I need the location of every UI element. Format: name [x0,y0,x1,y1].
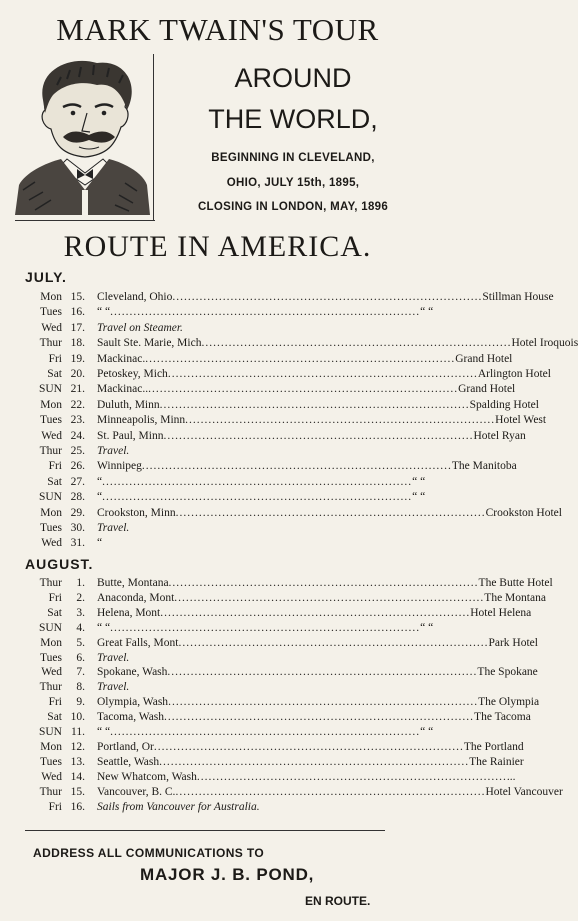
hotel: Grand Hotel [455,352,513,365]
dot-leader: ................................................................................ [168,696,479,709]
hotel: “ “ [420,306,434,319]
dot-leader: ................................................................................ [172,291,483,303]
weekday: Tues [40,414,62,427]
weekday: Sat [47,368,62,380]
hotel: The Olympia [478,696,540,709]
weekday: Sat [47,475,62,488]
city: Tacoma, Wash [97,711,165,724]
dot-leader: ................................................................................ [185,414,496,427]
dot-leader: ................................................................................ [201,337,512,350]
subtitle-line-3: CLOSING IN LONDON, MAY, 1896 [197,201,389,213]
dot-leader: ................................................................................ [110,726,421,738]
engagement [97,535,391,552]
city: Cleveland, Ohio [97,291,173,303]
hotel: The Rainier [469,755,524,768]
city: “ “ [97,621,111,634]
city: Seattle, Wash [97,755,160,768]
city: Travel. [97,522,130,534]
day-number: 11. [71,726,85,738]
subtitle-line-1: BEGINNING IN CLEVELAND, [211,152,375,164]
subtitle-line-2: OHIO, JULY 15th, 1895, [226,177,360,189]
day-number: 5. [76,636,85,649]
weekday: Sat [47,711,62,724]
hotel: The Manitoba [451,460,517,473]
weekday: Thur [39,785,62,798]
weekday: Thur [39,445,62,457]
weekday: SUN [38,383,62,396]
dot-leader: ................................................................................ [175,785,486,798]
city: Sails from Vancouver for Australia. [97,800,260,813]
main-title: MARK TWAIN'S TOUR [56,12,379,47]
day-number: 13. [70,755,85,768]
dot-leader: ................................................................................ [164,711,475,724]
day-number: 17. [70,321,85,334]
dot-leader: ................................................................................ [167,368,478,380]
city: “ [97,475,103,488]
dot-leader: ................................................................................ [175,506,486,519]
city: Minneapolis, Minn [97,414,186,427]
dot-leader: ................................................................................ [196,770,507,783]
hotel: “ “ [420,621,434,634]
contact-name: MAJOR J. B. POND, [140,865,315,884]
dot-leader: ................................................................................ [102,491,413,504]
weekday: Fri [48,352,62,365]
july-heading: JULY. [25,269,67,285]
city: New Whatcom, Wash [97,770,197,783]
weekday: Tues [40,522,62,534]
hotel: Hotel West [495,414,547,427]
weekday: Wed [41,537,62,550]
hotel: The Portland [463,740,524,753]
dot-leader: ................................................................................ [167,666,478,679]
route-title: ROUTE IN AMERICA. [63,230,372,263]
hotel: Arlington Hotel [477,368,551,380]
hotel: ... [506,770,516,783]
day-number: 15. [70,785,85,798]
weekday: Mon [40,291,62,303]
day-number: 30. [70,522,85,534]
city: “ [97,537,103,550]
dot-leader: ................................................................................ [163,429,474,442]
weekday: Thur [39,337,62,350]
weekday: SUN [38,621,62,634]
city: Travel on Steamer. [97,321,183,334]
weekday: Fri [48,591,62,604]
day-number: 24. [70,429,85,442]
dot-leader: ................................................................................ [148,383,459,396]
schedule-row [0,535,435,552]
dot-leader: ................................................................................ [102,475,413,488]
dot-leader: ................................................................................ [159,398,470,411]
day-number: 15. [70,291,85,303]
city: “ “ [97,306,111,319]
hotel: Hotel Helena [470,606,532,619]
day-number: 12. [70,740,85,753]
day-number: 28. [70,491,85,504]
city: Crookston, Minn [97,506,176,519]
schedule-row [0,799,435,816]
dot-leader: ................................................................................ [145,352,456,365]
weekday: Thur [39,681,62,694]
city: Petoskey, Mich [97,368,168,380]
day-number: 7. [76,666,85,679]
city: Travel. [97,445,130,457]
day-number: 19. [70,352,85,365]
dot-leader: ................................................................................ [110,306,421,319]
city: Winnipeg [97,460,142,473]
day-number: 29. [70,506,85,519]
weekday: SUN [38,726,62,738]
day-number: 6. [76,651,85,664]
weekday: Wed [41,429,62,442]
hotel: Hotel Iroquois [511,337,578,350]
hotel: Crookston Hotel [485,506,562,519]
footer-divider [25,830,385,831]
city: Travel. [97,651,130,664]
city: Sault Ste. Marie, Mich [97,337,202,350]
hotel: The Butte Hotel [478,577,553,589]
weekday: Fri [48,460,62,473]
hotel: Park Hotel [488,636,538,649]
dot-leader: ................................................................................ [141,460,452,473]
dot-leader: ................................................................................ [159,755,470,768]
hotel: “ “ [420,726,434,738]
city: St. Paul, Minn [97,429,164,442]
hotel: The Tacoma [474,711,531,724]
day-number: 20. [70,368,85,380]
city: Great Falls, Mont [97,636,179,649]
dot-leader: ................................................................................ [174,591,485,604]
city: Portland, Or [97,740,154,753]
hotel: Hotel Vancouver [485,785,563,798]
day-number: 1. [76,577,85,589]
city: Duluth, Minn [97,398,160,411]
city: Anaconda, Mont [97,591,175,604]
city: Spokane, Wash [97,666,168,679]
city: “ [97,491,103,504]
weekday: Mon [40,506,62,519]
weekday: Fri [48,696,62,709]
city: Vancouver, B. C. [97,785,176,798]
en-route-label: EN ROUTE. [305,894,371,908]
engagement [97,799,391,816]
city: Butte, Montana [97,577,169,589]
dot-leader: ................................................................................ [178,636,489,649]
weekday: Mon [40,636,62,649]
hotel: Stillman House [482,291,554,303]
day-number: 18. [70,337,85,350]
portrait-underline [15,220,155,221]
day-number: 22. [70,398,85,411]
day-number: 31. [70,537,85,550]
vertical-divider [153,54,154,220]
weekday: Tues [40,651,62,664]
city: Helena, Mont [97,606,161,619]
weekday: Mon [40,740,62,753]
weekday: Sat [47,606,62,619]
hotel: The Montana [484,591,546,604]
city: Mackinac.. [97,383,149,396]
dot-leader: ................................................................................ [160,606,471,619]
hotel: “ “ [412,475,426,488]
weekday: Tues [40,306,62,319]
day-number: 25. [70,445,85,457]
dot-leader: ................................................................................ [110,621,421,634]
weekday: Wed [41,770,62,783]
hotel: Grand Hotel [458,383,516,396]
august-heading: AUGUST. [25,556,94,572]
weekday: Thur [39,577,62,589]
day-number: 26. [70,460,85,473]
city: Olympia, Wash [97,696,169,709]
mark-twain-portrait [15,55,150,215]
day-number: 16. [70,306,85,319]
hotel: Spalding Hotel [469,398,539,411]
around-heading: AROUND [234,63,352,93]
hotel: Hotel Ryan [473,429,526,442]
the-world-heading: THE WORLD, [208,104,378,134]
day-number: 10. [70,711,85,724]
weekday: Tues [40,755,62,768]
day-number: 8. [76,681,85,694]
day-number: 21. [70,383,85,396]
city: Travel. [97,681,130,694]
weekday: Wed [41,321,62,334]
weekday: SUN [38,491,62,504]
dot-leader: ................................................................................ [153,740,464,753]
weekday: Wed [41,666,62,679]
day-number: 14. [70,770,85,783]
day-number: 9. [76,696,85,709]
address-line: ADDRESS ALL COMMUNICATIONS TO [33,846,265,860]
day-number: 3. [76,606,85,619]
day-number: 27. [70,475,85,488]
city: Mackinac. [97,352,146,365]
day-number: 16. [70,800,85,813]
dot-leader: ................................................................................ [168,577,479,589]
city: “ “ [97,726,111,738]
day-number: 23. [70,414,85,427]
weekday: Fri [48,800,62,813]
day-number: 2. [76,591,85,604]
day-number: 4. [76,621,85,634]
weekday: Mon [40,398,62,411]
hotel: The Spokane [477,666,538,679]
hotel: “ “ [412,491,426,504]
